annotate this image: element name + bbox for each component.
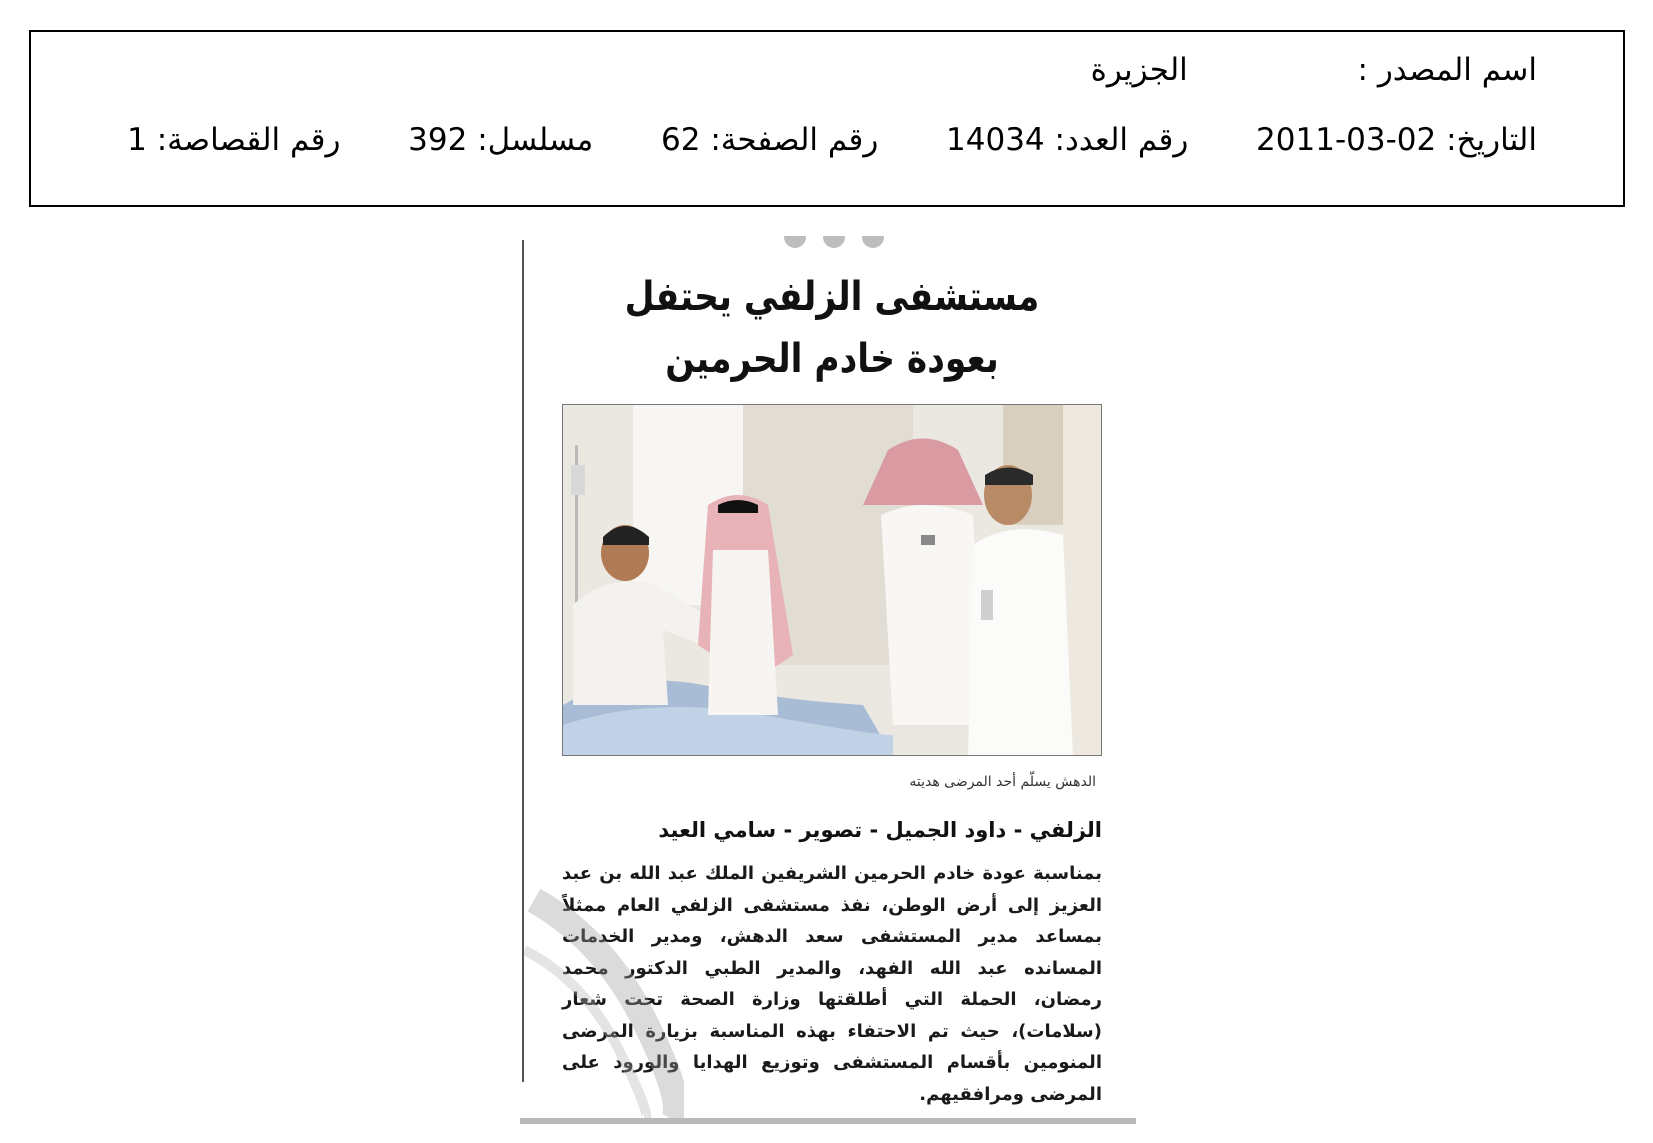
article-body: بمناسبة عودة خادم الحرمين الشريفين الملك عبد الله بن عبد العزيز إلى أرض الوطن، نفذ مستشفى الزلفي العام ممثلاً بمساعد مدير المستشفى سعد الدهش، ومدير الخدمات المسانده عبد الله الفهد، والمدير الطبي الدكتور محمد رمضان، الحملة التي أطلقتها وزارة الصحة تحت شعار (سلامات)، حيث تم الاحتفاء بهذه المناسبة بزيارة المرضى المنومين بأقسام المستشفى وتوزيع الهدايا والورود على المرضى ومرافقيهم.: [562, 863, 1102, 1105]
headline-line-2: بعودة خادم الحرمين: [665, 336, 999, 382]
issue-label: رقم العدد:: [1054, 122, 1189, 158]
article-headline: [600, 266, 1064, 390]
page-label: رقم الصفحة:: [710, 122, 879, 158]
page-value: 62: [661, 122, 701, 158]
source-value: الجزيرة: [1090, 52, 1188, 88]
newspaper-clipping: [522, 240, 1140, 1120]
headline-line-1: مستشفى الزلفي يحتفل: [624, 274, 1040, 320]
decorative-dots: [784, 236, 884, 250]
bottom-rule: [520, 1118, 1136, 1124]
source-label: اسم المصدر :: [1357, 52, 1537, 88]
issue-value: 14034: [946, 122, 1045, 158]
photo-caption-text: الدهش يسلّم أحد المرضى هديته: [909, 774, 1096, 790]
date-label: التاريخ:: [1446, 122, 1537, 158]
clipping-metadata-box: [29, 30, 1625, 207]
photo-caption: [562, 774, 1102, 790]
source-row: [1091, 52, 1537, 88]
clip-number-value: 1: [127, 122, 147, 158]
column-rule: [522, 240, 524, 1082]
details-row: [127, 122, 1537, 158]
date-value: 2011-03-02: [1256, 122, 1437, 158]
serial-label: مسلسل:: [477, 122, 594, 158]
clip-number-label: رقم القصاصة:: [156, 122, 341, 158]
article-photo: [562, 404, 1102, 756]
serial-value: 392: [408, 122, 468, 158]
article-byline: الزلفي - داود الجميل - تصوير - سامي العيد: [658, 818, 1102, 842]
